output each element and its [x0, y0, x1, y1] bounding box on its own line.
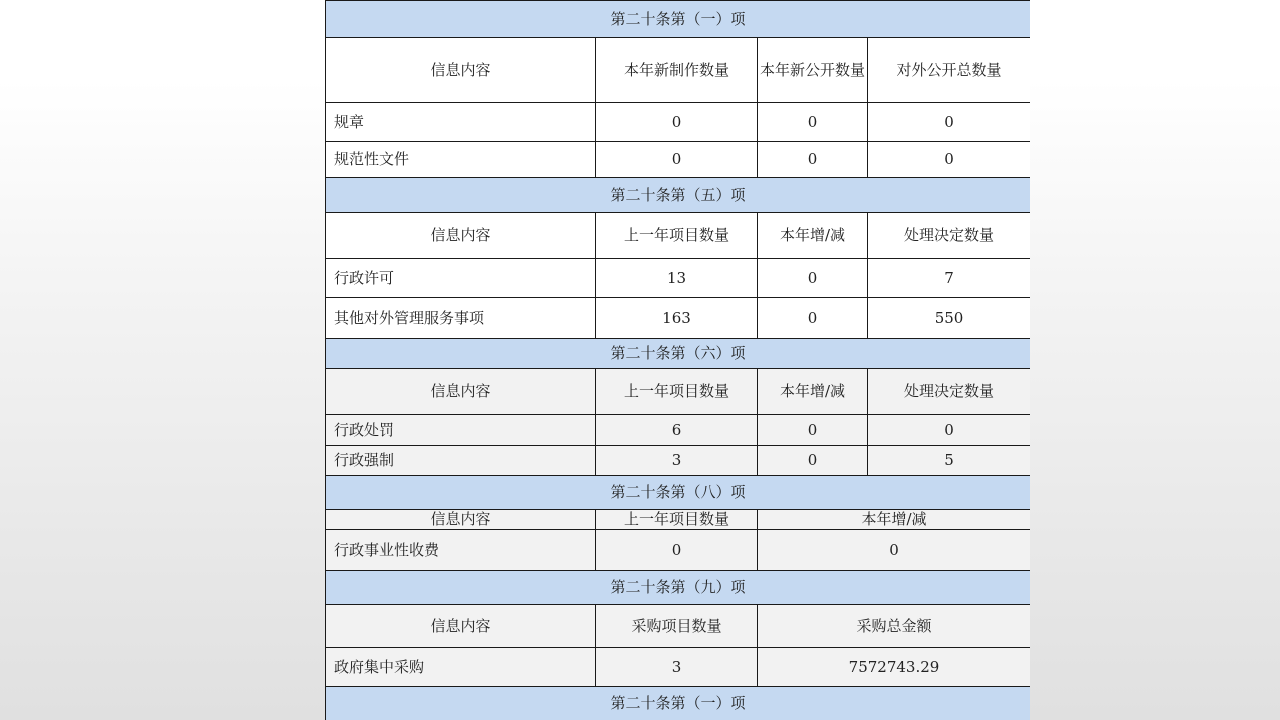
table-cell: 0	[868, 142, 1031, 178]
row-label: 行政处罚	[326, 415, 596, 446]
column-header: 上一年项目数量	[596, 369, 758, 415]
row-label: 规范性文件	[326, 142, 596, 178]
table-cell: 0	[596, 142, 758, 178]
section-title: 第二十条第（九）项	[326, 571, 1031, 605]
column-header: 采购项目数量	[596, 605, 758, 648]
column-header: 信息内容	[326, 213, 596, 259]
column-header: 本年增/减	[758, 369, 868, 415]
column-header: 信息内容	[326, 38, 596, 103]
column-header: 本年新公开数量	[758, 38, 868, 103]
column-header: 信息内容	[326, 605, 596, 648]
table-cell: 0	[596, 530, 758, 571]
column-header: 上一年项目数量	[596, 213, 758, 259]
table-cell: 0	[758, 530, 1031, 571]
column-header: 上一年项目数量	[596, 510, 758, 530]
table-cell: 0	[868, 415, 1031, 446]
table-cell: 7572743.29	[758, 648, 1031, 687]
table-cell: 0	[758, 415, 868, 446]
table-cell: 0	[758, 446, 868, 476]
row-label: 行政许可	[326, 259, 596, 298]
table-cell: 0	[868, 103, 1031, 142]
disclosure-table-sheet	[325, 0, 1030, 720]
table-cell: 550	[868, 298, 1031, 339]
section-title: 第二十条第（一）项	[326, 1, 1031, 38]
row-label: 其他对外管理服务事项	[326, 298, 596, 339]
table-cell: 7	[868, 259, 1031, 298]
table-cell: 3	[596, 446, 758, 476]
column-header: 对外公开总数量	[868, 38, 1031, 103]
row-label: 规章	[326, 103, 596, 142]
table-cell: 0	[758, 259, 868, 298]
column-header: 本年增/减	[758, 213, 868, 259]
disclosure-table	[325, 0, 1030, 720]
table-cell: 163	[596, 298, 758, 339]
section-title: 第二十条第（五）项	[326, 178, 1031, 213]
row-label: 行政强制	[326, 446, 596, 476]
column-header: 信息内容	[326, 369, 596, 415]
table-cell: 0	[596, 103, 758, 142]
table-cell: 5	[868, 446, 1031, 476]
table-cell: 3	[596, 648, 758, 687]
column-header: 本年增/减	[758, 510, 1031, 530]
column-header: 采购总金额	[758, 605, 1031, 648]
table-cell: 13	[596, 259, 758, 298]
column-header: 信息内容	[326, 510, 596, 530]
table-cell: 0	[758, 298, 868, 339]
row-label: 行政事业性收费	[326, 530, 596, 571]
table-cell: 0	[758, 103, 868, 142]
column-header: 处理决定数量	[868, 213, 1031, 259]
section-title: 第二十条第（一）项	[326, 687, 1031, 720]
section-title: 第二十条第（六）项	[326, 339, 1031, 369]
table-cell: 0	[758, 142, 868, 178]
table-cell: 6	[596, 415, 758, 446]
section-title: 第二十条第（八）项	[326, 476, 1031, 510]
column-header: 本年新制作数量	[596, 38, 758, 103]
row-label: 政府集中采购	[326, 648, 596, 687]
column-header: 处理决定数量	[868, 369, 1031, 415]
